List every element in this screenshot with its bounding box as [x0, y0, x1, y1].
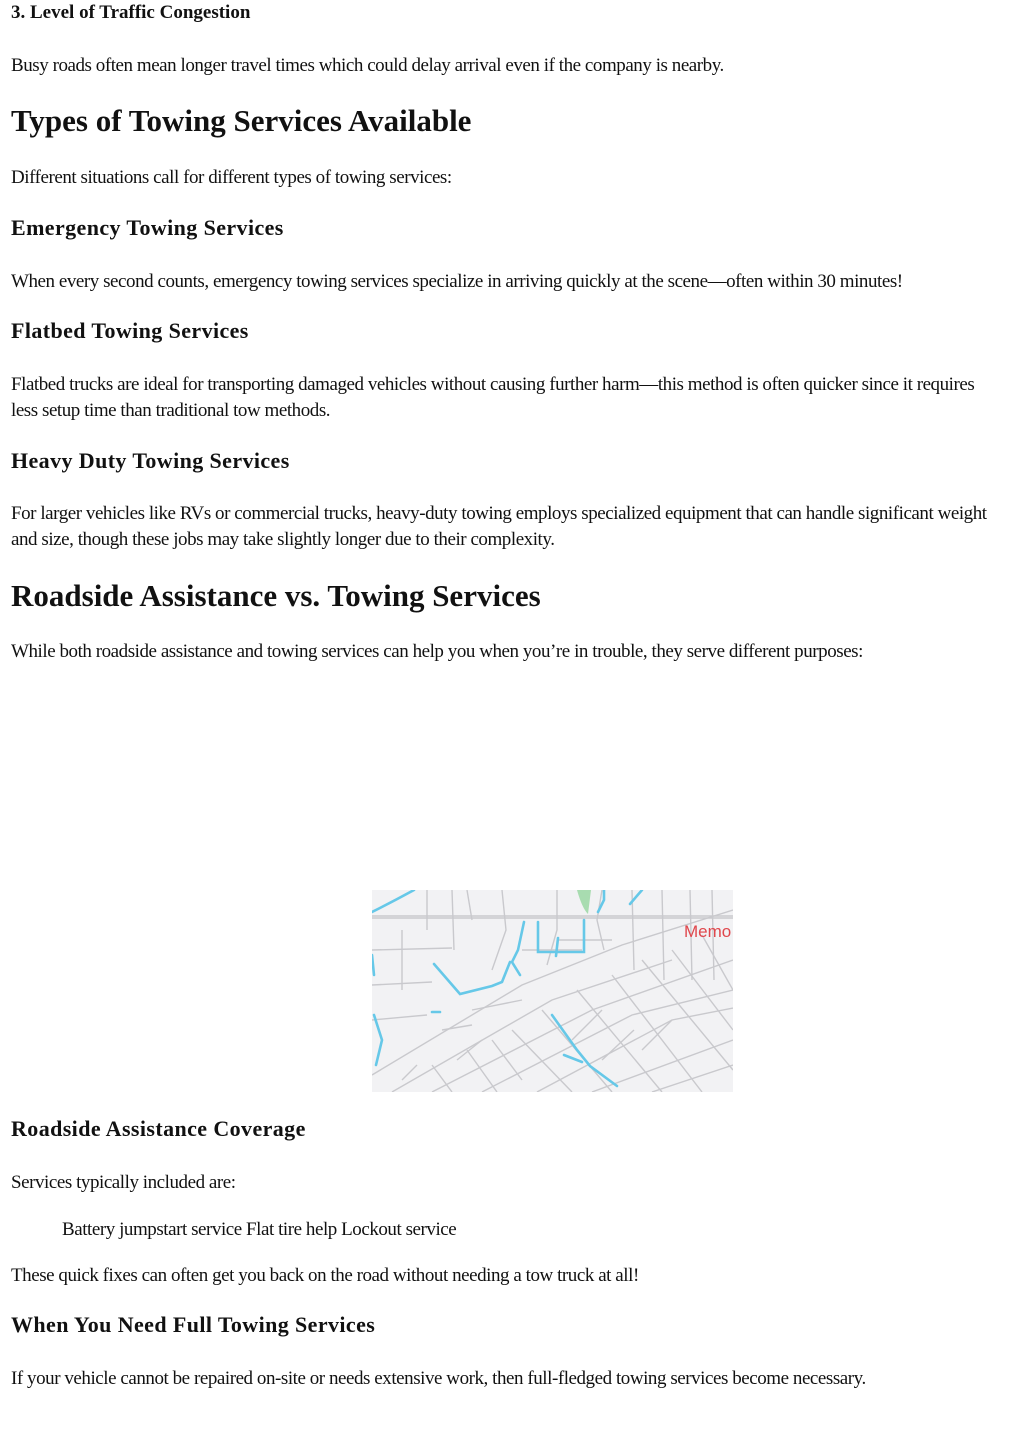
map-park [577, 890, 591, 914]
traffic-text: Busy roads often mean longer travel times which could delay arrival even if the company is nearby. [11, 55, 724, 76]
map-graphic [372, 890, 733, 1092]
coverage-intro: Services typically included are: [11, 1172, 236, 1193]
roadside-vs-intro: While both roadside assistance and towing services can help you when you’re in trouble, they serve different purposes: [11, 641, 863, 662]
map-waterways [372, 890, 642, 1086]
coverage-list: Battery jumpstart service Flat tire help Lockout service [62, 1219, 457, 1240]
heavy-heading: Heavy Duty Towing Services [11, 448, 290, 473]
map-image [372, 890, 733, 1092]
map-roads [372, 890, 733, 1092]
full-towing-heading: When You Need Full Towing Services [11, 1312, 376, 1337]
coverage-heading: Roadside Assistance Coverage [11, 1116, 306, 1141]
flatbed-text: Flatbed trucks are ideal for transporting damaged vehicles without causing further harm—this method is often quicker since it requires less setup time than traditional tow methods. [11, 374, 975, 421]
types-intro: Different situations call for different types of towing services: [11, 167, 452, 188]
heavy-text: For larger vehicles like RVs or commercial trucks, heavy-duty towing employs specialized equipment that can handle significant weight and size, though these jobs may take slightly longer due to their complexity. [11, 503, 987, 550]
traffic-heading: 3. Level of Traffic Congestion [11, 2, 251, 23]
full-towing-text: If your vehicle cannot be repaired on-site or needs extensive work, then full-fledged towing services become necessary. [11, 1368, 866, 1389]
emergency-text: When every second counts, emergency towing services specialize in arriving quickly at the scene—often within 30 minutes! [11, 271, 903, 292]
coverage-outro: These quick fixes can often get you back on the road without needing a tow truck at all! [11, 1265, 639, 1286]
flatbed-heading: Flatbed Towing Services [11, 318, 249, 343]
map-place-label: Memo [684, 922, 732, 941]
roadside-vs-heading: Roadside Assistance vs. Towing Services [11, 578, 541, 613]
emergency-heading: Emergency Towing Services [11, 215, 284, 240]
types-heading: Types of Towing Services Available [11, 103, 472, 138]
